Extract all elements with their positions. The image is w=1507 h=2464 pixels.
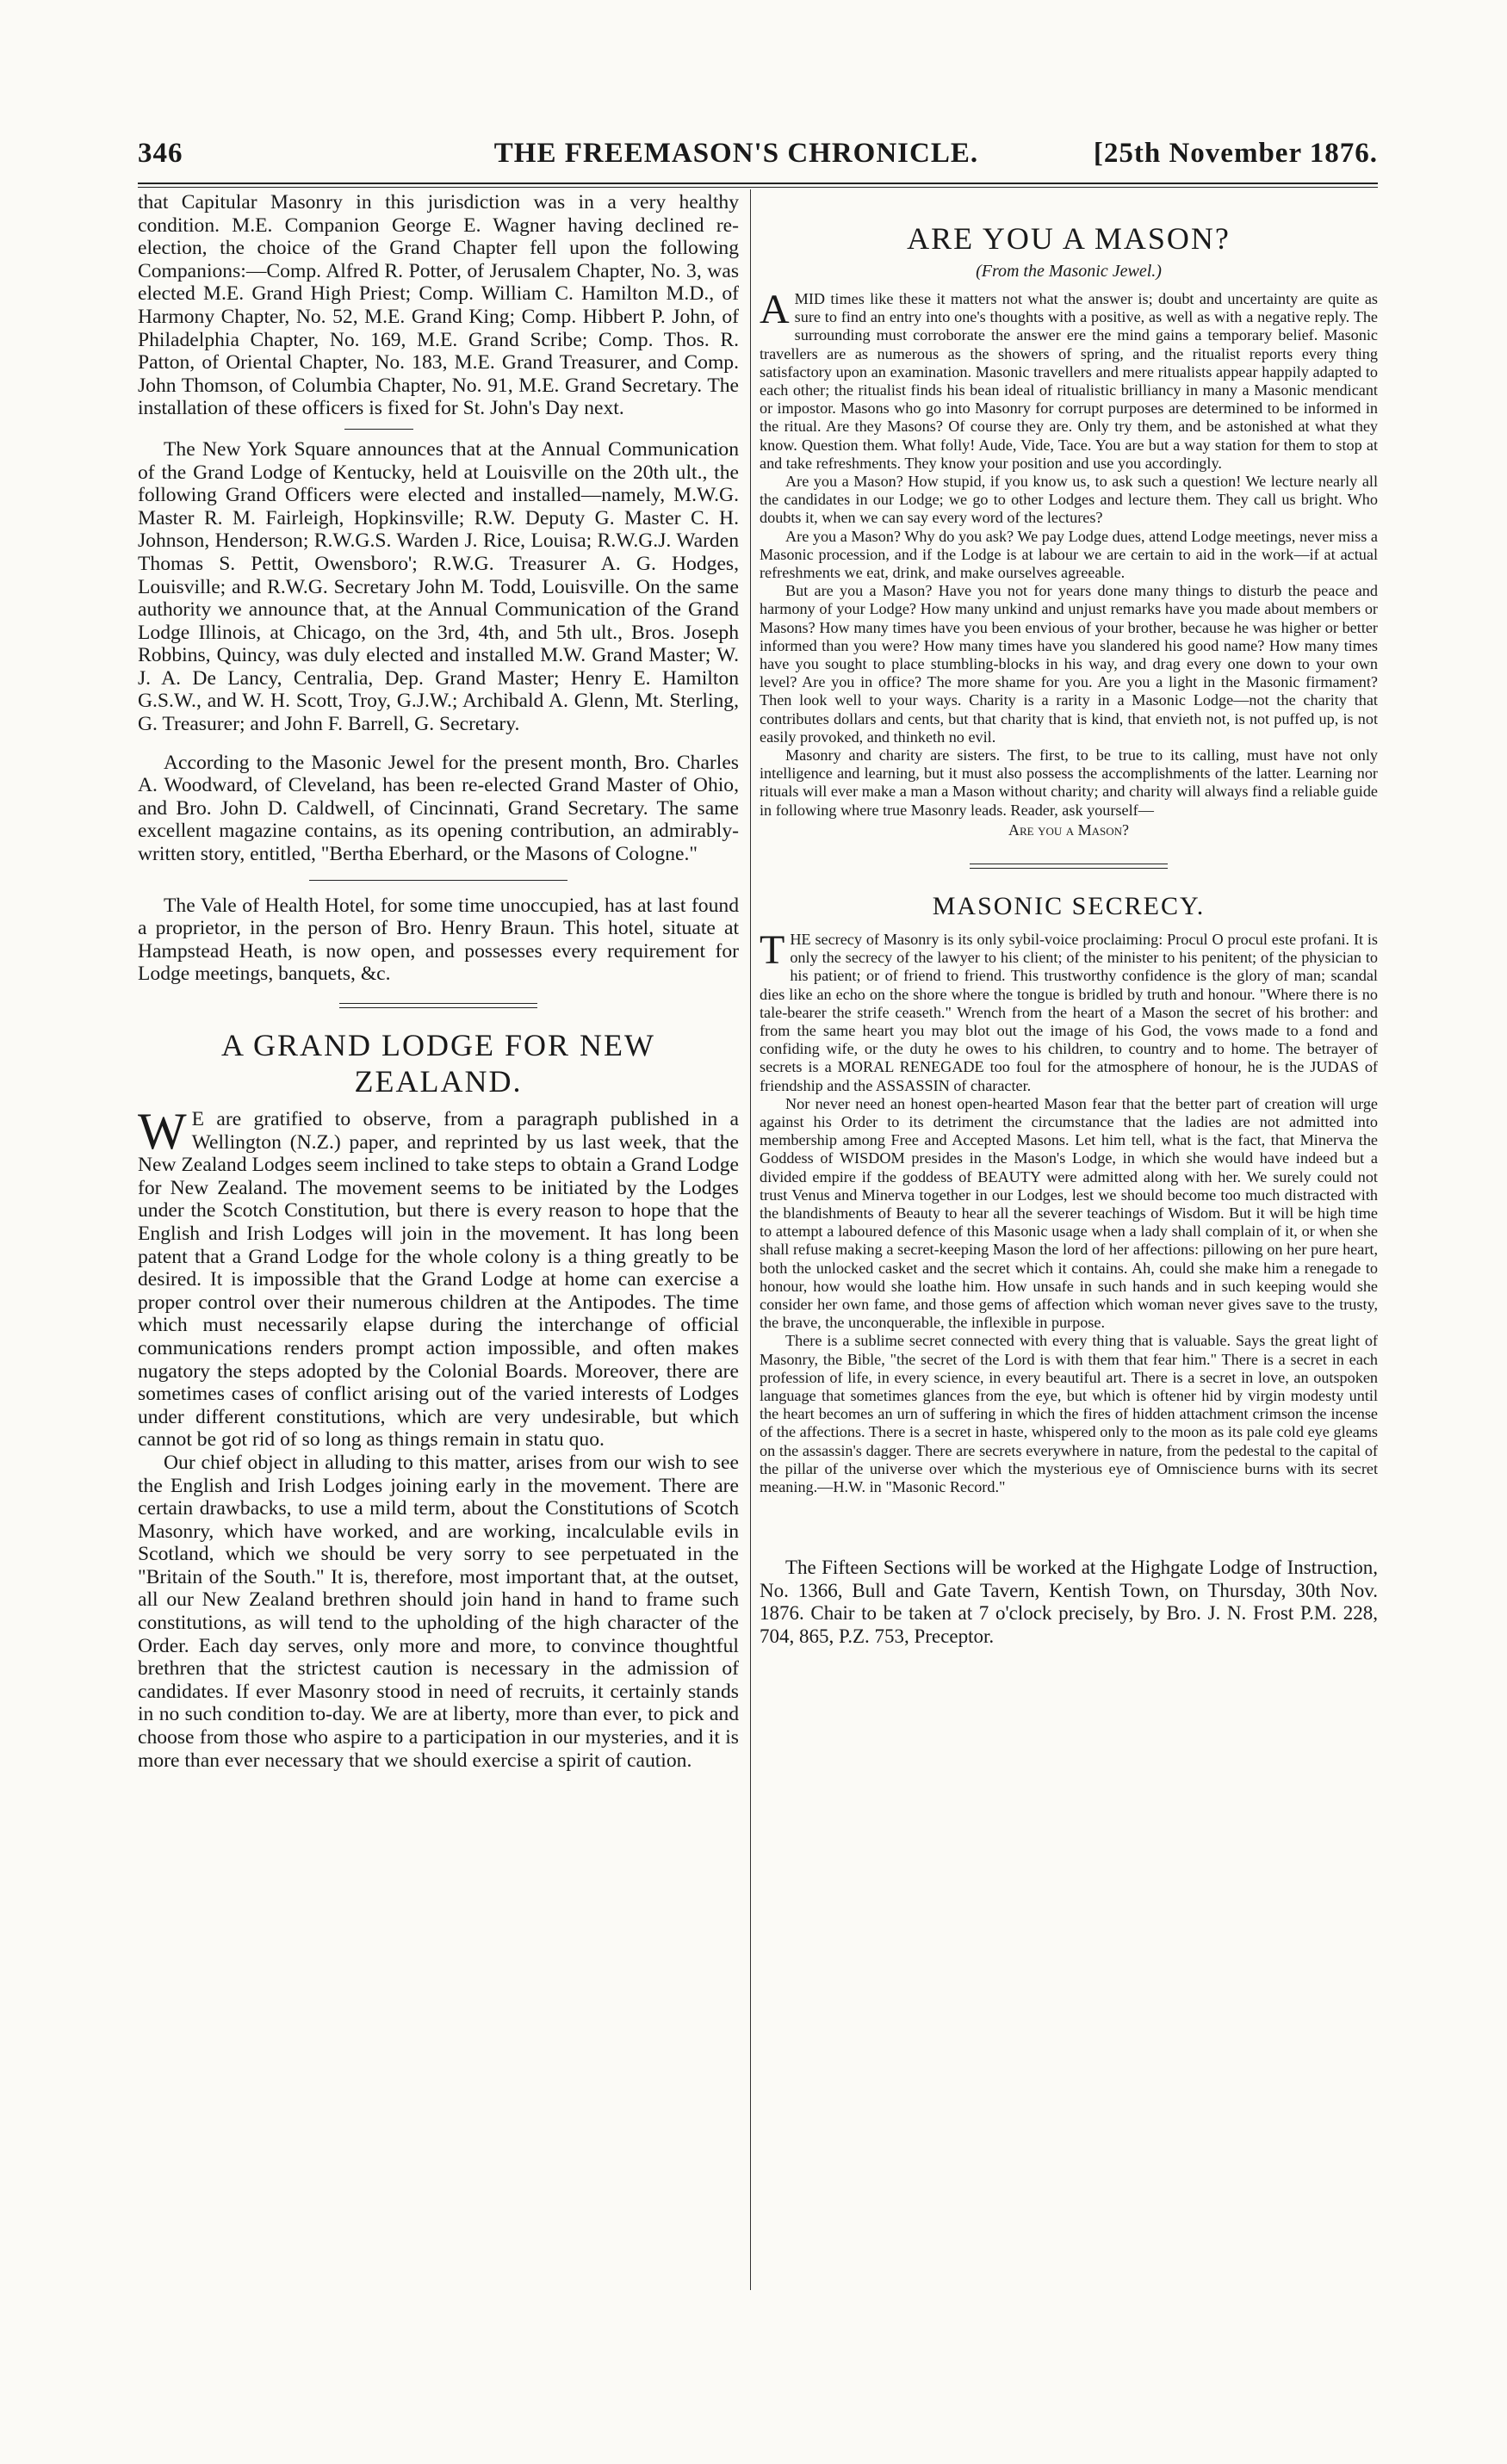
section-divider [970, 864, 1168, 869]
secrecy-heading: MASONIC SECRECY. [932, 891, 1206, 920]
secrecy-paragraph-2: Nor never need an honest open-hearted Mason fear that the better part of creation will urge against his Order to its detriment the circumstance that the ladies are not admitted into membership among Free and Accepted Masons. Let him tell, what is the fact, that Minerva the Goddess of WISDOM presides in the Mason's Lodge, in which she would have indeed but a divided empire if the goddess of BEAUTY were admitted along with her. We surely could not trust Venus and Minerva together in our Lodges, lest we should become too much distracted with the blandishments of Beauty to hear all the severer teachings of Wisdom. But it will be high time to attempt a laboured defence of this Masonic usage when a lady shall complain of it, or when she shall refuse making a secret-keeping Mason the lord of her affections: pillowing on her pure heart, both the unlocked casket and the secret which it contains. Ah, could she make him a renegade to honour, how would she loathe him. How unsafe in such hands and in such keeping would she consider her own fame, and those gems of affection which woman never gives save to the trusty, the brave, the unconquerable, the inflexible in purpose. [760, 1094, 1378, 1332]
lodge-notice: The Fifteen Sections will be worked at the Highgate Lodge of Instruction, No. 1366, Bull and Gate Tavern, Kentish Town, on Thursday, 30th Nov. 1876. Chair to be taken at 7 o'clock precisely, by Bro. J. N. Frost P.M. 228, 704, 865, P.Z. 753, Preceptor. [760, 1557, 1378, 1647]
spacer [138, 736, 739, 752]
article-vale-of-health: The Vale of Health Hotel, for some time unoccupied, has at last found a proprietor, in the person of Bro. Henry Braun. This hotel, situate at Hampstead Heath, is now open, and possesses every requirement for Lodge meetings, banquets, &c. [138, 894, 739, 986]
publication-title: THE FREEMASON'S CHRONICLE. [493, 138, 979, 169]
mason-source: (From the Masonic Jewel.) [976, 262, 1162, 281]
header-rule-thin [138, 187, 1378, 188]
masthead [138, 138, 1378, 181]
left-column [138, 191, 739, 1772]
article-ohio-grand-master: According to the Masonic Jewel for the present month, Bro. Charles A. Woodward, of Cleveland, has been re-elected Grand Master of Ohio, and Bro. John D. Caldwell, of Cincinnati, Grand Secretary. The same excellent magazine contains, as its opening contribution, an admirably-written story, entitled, "Bertha Eberhard, or the Masons of Cologne." [138, 751, 739, 866]
right-column [760, 191, 1378, 1648]
mason-paragraph-3: Are you a Mason? Why do you ask? We pay Lodge dues, attend Lodge meetings, never miss a Masonic procession, and if the Lodge is at labour we are certain to aid in the work—if at actual refreshments we eat, drink, and make ourselves agreeable. [760, 527, 1378, 582]
secrecy-paragraph-3: There is a sublime secret connected with every thing that is valuable. Says the great light of Masonry, the Bible, "the secret of the Lord is with them that fear him." There is a secret in each profession of life, in every science, in every beautiful art. There is a secret in love, an outspoken language that sometimes glances from the eye, but which is oftener hid by virgin modesty until the heart becomes an urn of suffering in which the fires of hidden attachment crimson the incense of the affections. There is a secret in haste, whispered only to the moon as its pale cold eye gleams on the assassin's dagger. There are secrets everywhere in nature, from the pedestal to the capital of the pillar of the universe over which the mysterious eye of Omniscience burns with its secret meaning.—H.W. in "Masonic Record." [760, 1332, 1378, 1495]
page-number: 346 [138, 138, 183, 169]
nz-paragraph-1-text: E are gratified to observe, from a paragraph published in a Wellington (N.Z.) paper, and reprinted by us last week, that the New Zealand Lodges seem inclined to take steps to obtain a Grand Lodge for New Zealand. The movement seems to be initiated by the Lodges under the Scotch Constitution, but there is every reason to hope that the English and Irish Lodges will join in the movement. It has long been patent that a Grand Lodge for the whole colony is a thing greatly to be desired. It is impossible that the Grand Lodge at home can exercise a proper control over their numerous children at the Antipodes. The time which must necessarily elapse during the interchange of official communications renders prompt action impossible, and often makes nugatory the steps adopted by the Colonial Boards. Moreover, there are sometimes cases of conflict arising out of the varied interests of Lodges under different constitutions, which are very undesirable, but which cannot be got rid of so long as things remain in statu quo. [138, 1108, 739, 1452]
secrecy-paragraph-1 [760, 926, 1378, 1095]
nz-paragraph-2: Our chief object in alluding to this matter, arises from our wish to see the English and Irish Lodges joining early in the movement. There are certain drawbacks, to use a mild term, about the Constitutions of Scotch Masonry, which have worked, and are working, incalculable evils in Scotland, which we should be very sorry to see perpetuated in the "Britain of the South." It is, therefore, most important that, at the outset, all our New Zealand brethren should join hand in hand to frame such constitutions, as will tend to the upholding of the high character of the Order. Each day serves, only more and more, to convince thoughtful brethren that the strictest caution is necessary in the admission of candidates. If ever Masonry stood in need of recruits, it certainly stands in no such condition to-day. We are at liberty, more than ever, to pick and choose from those who aspire to a participation in our mysteries, and it is more than ever necessary that we should exercise a spirit of caution. [138, 1451, 739, 1772]
mason-paragraph-1-text: MID times like these it matters not what the answer is; doubt and uncertainty are quite as sure to find an entry into one's thoughts with a positive, as well as with a negative reply. The surrounding must corroborate the answer ere the mind gains a temporary belief. Masonic travellers are as numerous as the showers of spring, and the ritualist reports every thing satisfactory upon an examination. Masonic travellers and mere ritualists appear happily adapted to each other; the ritualist finds his bean ideal of ritualistic brilliancy in many a Masonic mendicant or impostor. Masons who go into Masonry for corrupt purposes are determined to be informed in the ritual. Are they Masons? Of course they are. Only try them, and be astonished at what they know. Question them. What folly! Aude, Vide, Tace. You are but a way station for them to stop at and take refreshments. They know your position and use you accordingly. [760, 290, 1378, 472]
column-divider [750, 189, 751, 2290]
section-divider [339, 1003, 537, 1008]
section-divider [309, 880, 567, 881]
article-kentucky-grand-lodge: The New York Square announces that at the Annual Communication of the Grand Lodge of Kentucky, held at Louisville on the 20th ult., the following Grand Officers were elected and installed—namely, M.W.G. Master R. M. Fairleigh, Hopkinsville; R.W. Deputy G. Master C. H. Johnson, Henderson; R.W.G.S. Warden J. Rice, Louisa; R.W.G.J. Warden Thomas S. Pettit, Owensboro'; R.W.G. Treasurer A. G. Hodges, Louisville; and R.W.G. Secretary John M. Todd, Louisville. On the same authority we announce that, at the Annual Communication of the Grand Lodge Illinois, at Chicago, on the 3rd, 4th, and 5th ult., Bros. Joseph Robbins, Quincy, was duly elected and installed M.W. Grand Master; W. J. A. De Lancy, Centralia, Dep. Grand Master; Henry E. Hamilton G.S.W., and W. H. Scott, Troy, G.J.W.; Archibald A. Glenn, Mt. Sterling, G. Treasurer; and John F. Barrell, G. Secretary. [138, 437, 739, 736]
mason-signoff: Are you a Mason? [1008, 820, 1130, 839]
header-rule [138, 183, 1378, 184]
nz-heading: A GRAND LODGE FOR NEW ZEALAND. [221, 1028, 655, 1099]
mason-paragraph-1 [760, 287, 1378, 473]
article-capitular-masonry: that Capitular Masonry in this jurisdiction was in a very healthy condition. M.E. Companion George E. Wagner having declined re-election, the choice of the Grand Chapter fell upon the following Companions:—Comp. Alfred R. Potter, of Jerusalem Chapter, No. 3, was elected M.E. Grand High Priest; Comp. William C. Hamilton M.D., of Harmony Chapter, No. 52, M.E. Grand King; Comp. Hibbert P. John, of Philadelphia Chapter, No. 169, M.E. Grand Scribe; Comp. Thos. R. Patton, of Oriental Chapter, No. 183, M.E. Grand Treasurer, and Comp. John Thomson, of Columbia Chapter, No. 91, M.E. Grand Secretary. The installation of these officers is fixed for St. John's Day next. [138, 191, 739, 420]
mason-dropcap: A [760, 287, 790, 332]
mason-heading: ARE YOU A MASON? [907, 221, 1231, 256]
short-rule [344, 429, 413, 430]
secrecy-dropcap: T [760, 926, 785, 973]
nz-paragraph-1 [138, 1103, 739, 1452]
nz-dropcap: W [138, 1103, 187, 1160]
issue-date: [25th November 1876. [1093, 138, 1378, 169]
secrecy-paragraph-1-text: HE secrecy of Masonry is its only sybil-voice proclaiming: Procul O procul este profani. It is only the secrecy of the lawyer to his client; of the minister to his penitent; of the physician to his patient; or of friend to friend. This trustworthy confidence is the glory of man; scandal dies like an echo on the shore where the tongue is bridled by truth and honour. "Where there is no tale-bearer the strife ceaseth." Wrench from the heart of a Mason the secret of his brother: and from the same heart you may blot out the image of his God, the vows made to a fond and confiding wife, or the duty he owes to his children, to country and to home. The betrayer of secrets is a MORAL RENEGADE too foul for the atmosphere of honour, he is the JUDAS of friendship and the ASSASSIN of character. [760, 930, 1378, 1094]
mason-paragraph-4: But are you a Mason? Have you not for years done many things to disturb the peace and harmony of your Lodge? How many unkind and unjust remarks have you made about members or Masons? How many times have you been envious of your brother, because he was higher or better informed than you were? How many times have you slandered his good name? How many times have you sought to place stumbling-blocks in his way, and drag every one down to your own level? Are you in office? The more shame for you. Are you a light in the Masonic firmament? Then look well to your ways. Charity is a rarity in a Masonic Lodge—not the charity that contributes dollars and cents, but that charity that is kind, that envieth not, is not puffed up, is not easily provoked, and thinketh no evil. [760, 582, 1378, 746]
mason-paragraph-5: Masonry and charity are sisters. The first, to be true to its calling, must have not only intelligence and learning, but it must also possess the accomplishments of the latter. Learning nor rituals will ever make a man a Mason without charity; and charity will always find a reliable guide in following where true Masonry leads. Reader, ask yourself— [760, 746, 1378, 819]
mason-paragraph-2: Are you a Mason? How stupid, if you know us, to ask such a question! We lecture nearly all the candidates in our Lodge; we go to other Lodges and lecture them. They call us bright. Who doubts it, when we can say every word of the lectures? [760, 473, 1378, 527]
